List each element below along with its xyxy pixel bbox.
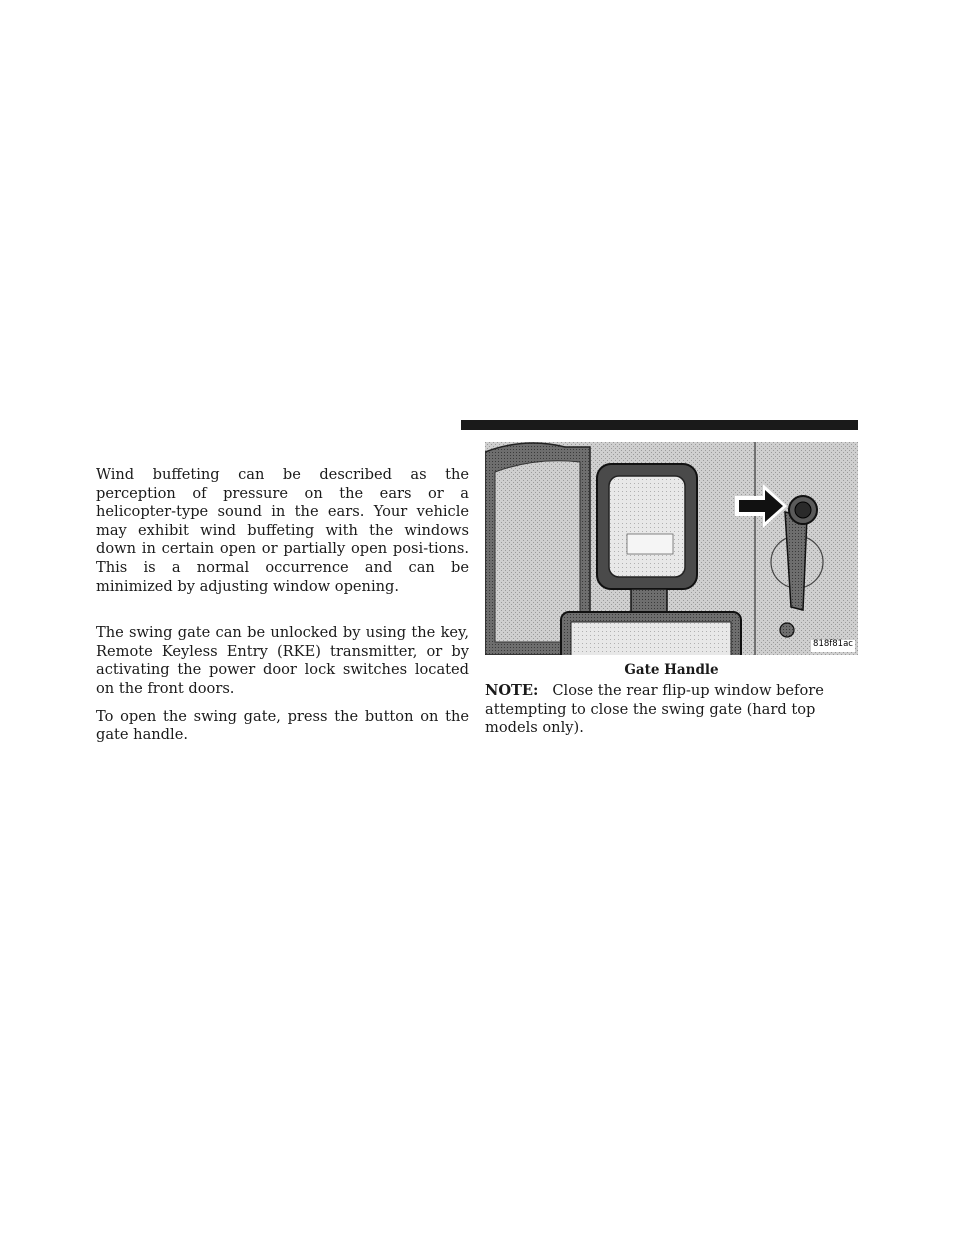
note-block — [485, 682, 858, 738]
paragraph-wind-buffeting: Wind buffeting can be described as the perception of pressure on the ears or a helicopter-type sound in the ears. Your vehicle may exhibit wind buffeting with the windows down in certain open or partially open posi-tions. This is a normal occurrence and can be minimized by adjusting window opening. — [96, 466, 469, 595]
paragraph-swing-gate-open: To open the swing gate, press the button on the gate handle. — [96, 707, 469, 744]
section-divider-bar — [461, 420, 858, 430]
body-text — [96, 466, 469, 745]
note-text: Close the rear flip-up window before attempting to close the swing gate (hard top models only). — [485, 682, 824, 737]
figure-code-label: 818f81ac — [813, 639, 853, 649]
note-label: NOTE: — [485, 682, 539, 699]
figure-caption: Gate Handle — [624, 662, 719, 678]
gate-handle-figure — [485, 442, 858, 655]
paragraph-swing-gate-unlock: The swing gate can be unlocked by using the key, Remote Keyless Entry (RKE) transmitter, or by activating the power door lock switches located on the front doors. — [96, 624, 469, 697]
